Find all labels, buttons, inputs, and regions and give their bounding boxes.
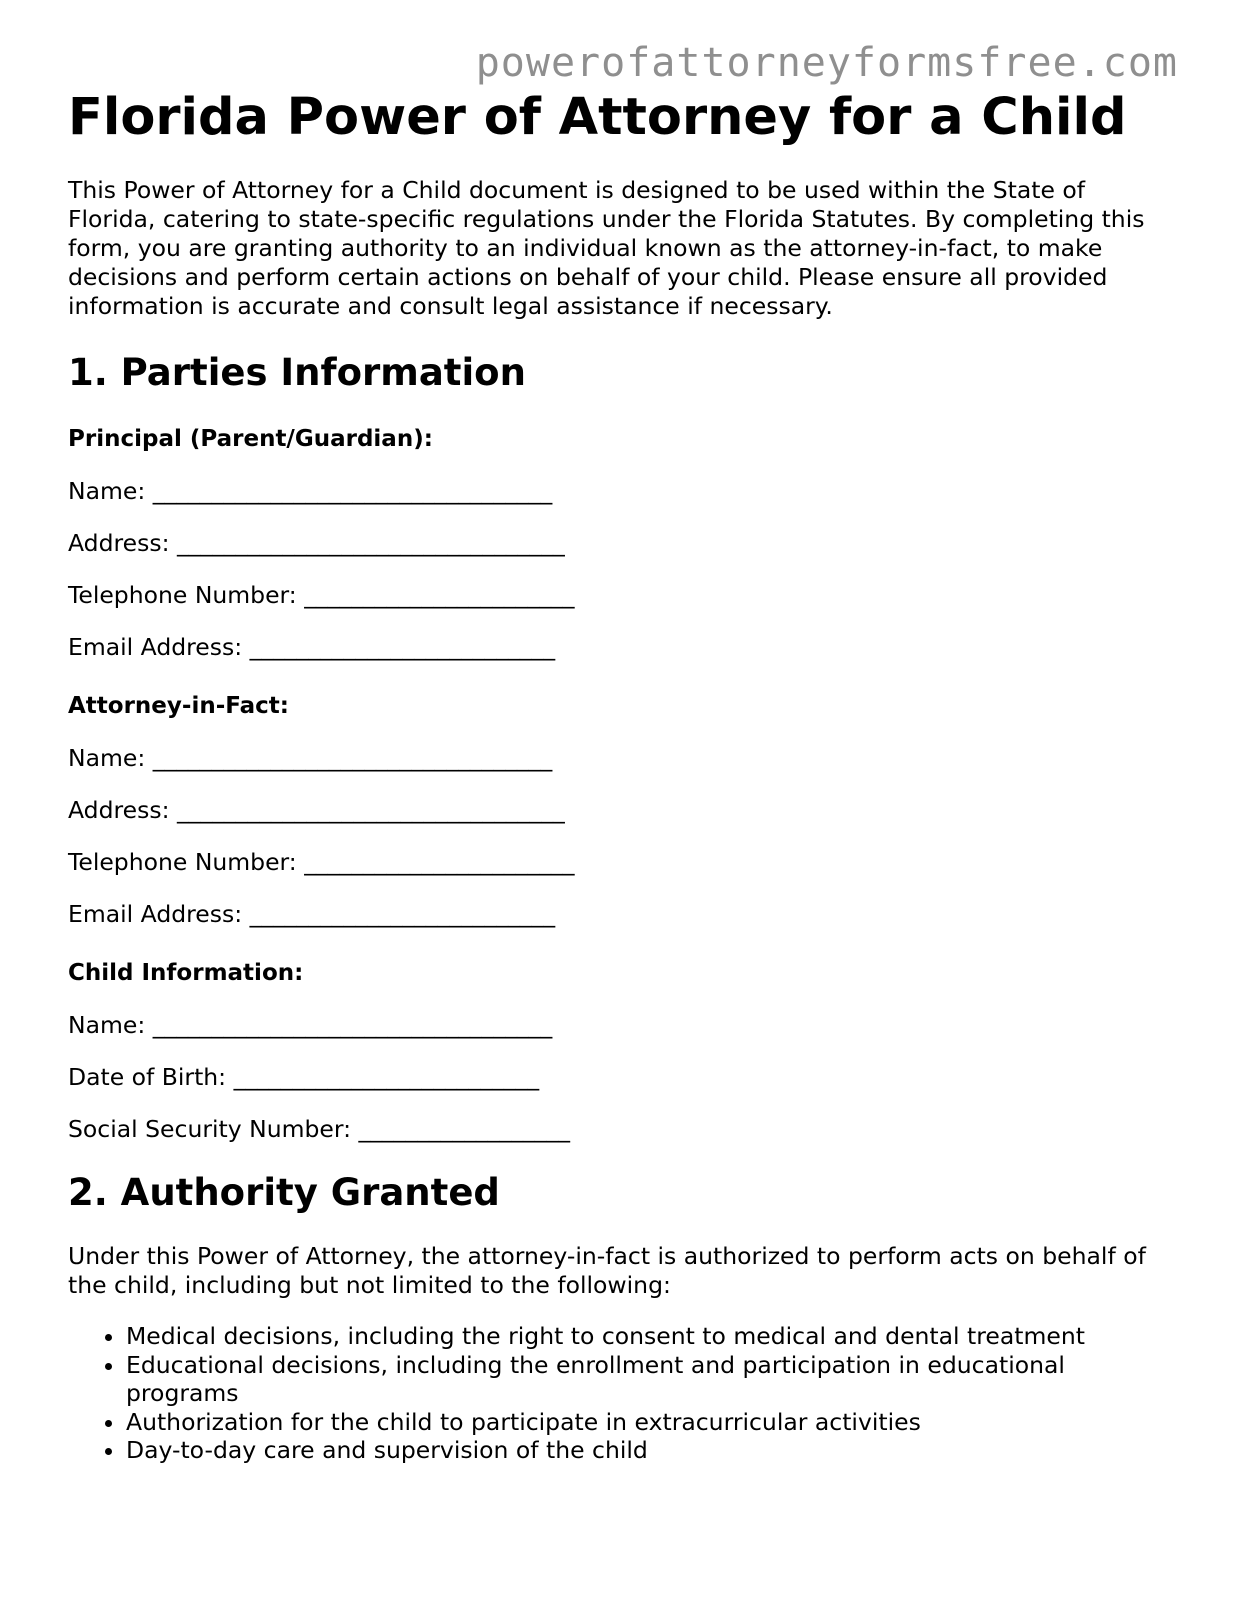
section-heading-parties: 1. Parties Information bbox=[68, 351, 526, 394]
child-dob-field: Date of Birth: __________________________ bbox=[68, 1063, 540, 1091]
authority-paragraph: Under this Power of Attorney, the attorney-in-fact is authorized to perform acts on behalf of the child, including but not limited to the following: bbox=[68, 1242, 1146, 1299]
principal-heading: Principal (Parent/Guardian): bbox=[68, 426, 433, 452]
authority-list bbox=[68, 1322, 1178, 1465]
principal-address-field: Address: _________________________________ bbox=[68, 529, 565, 557]
principal-email-field: Email Address: __________________________ bbox=[68, 633, 556, 661]
child-name-field: Name: __________________________________ bbox=[68, 1011, 553, 1039]
document-title: Florida Power of Attorney for a Child bbox=[68, 88, 1127, 147]
principal-name-field: Name: __________________________________ bbox=[68, 477, 553, 505]
attorney-email-field: Email Address: __________________________ bbox=[68, 900, 556, 928]
attorney-telephone-field: Telephone Number: _______________________ bbox=[68, 848, 575, 876]
attorney-name-field: Name: __________________________________ bbox=[68, 744, 553, 772]
child-heading: Child Information: bbox=[68, 960, 304, 986]
attorney-address-field: Address: _________________________________ bbox=[68, 796, 565, 824]
authority-item-medical: • Medical decisions, including the right to consent to medical and dental treatment bbox=[126, 1322, 1178, 1351]
authority-item-care: • Day-to-day care and supervision of the child bbox=[126, 1436, 1178, 1465]
authority-item-educational: • Educational decisions, including the enrollment and participation in educational programs bbox=[126, 1351, 1178, 1408]
section-heading-authority: 2. Authority Granted bbox=[68, 1171, 500, 1214]
attorney-heading: Attorney-in-Fact: bbox=[68, 693, 289, 719]
child-ssn-field: Social Security Number: __________________ bbox=[68, 1115, 570, 1143]
document-page bbox=[68, 88, 1178, 1465]
watermark: powerofattorneyformsfree.com bbox=[475, 40, 1178, 86]
authority-item-extracurricular: • Authorization for the child to participate in extracurricular activities bbox=[126, 1408, 1178, 1437]
principal-telephone-field: Telephone Number: _______________________ bbox=[68, 581, 575, 609]
intro-paragraph: This Power of Attorney for a Child document is designed to be used within the State of Florida, catering to state-specific regulations under the Florida Statutes. By completing this form, you are granting authority to an individual known as the attorney-in-fact, to make decisions and perform certain actions on behalf of your child. Please ensure all provided information is accurate and consult legal assistance if necessary. bbox=[68, 176, 1145, 320]
